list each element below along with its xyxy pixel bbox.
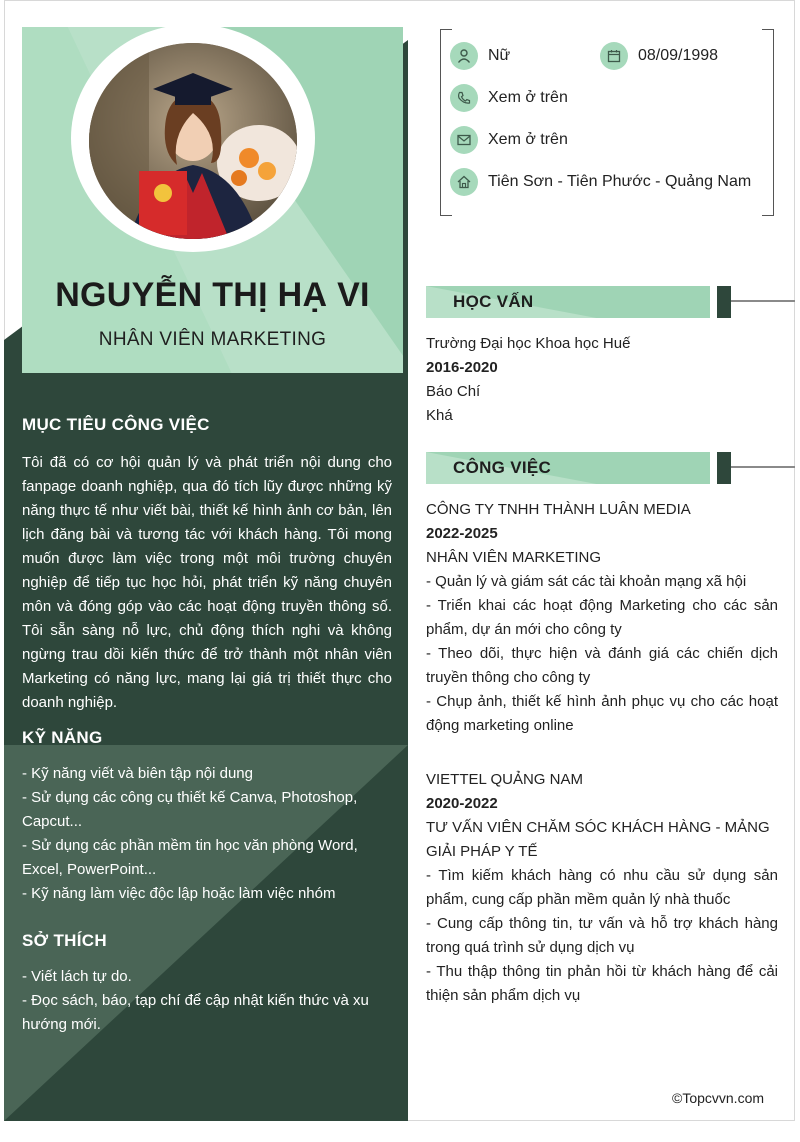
skills-title: KỸ NĂNG [22, 728, 103, 747]
work-title: CÔNG VIỆC [453, 458, 552, 477]
education-years: 2016-2020 [426, 359, 498, 376]
job-duty: - Thu thập thông tin phản hồi từ khách hàng để cải thiện sản phẩm dịch vụ [426, 963, 778, 1004]
phone-value: Xem ở trên [488, 89, 568, 106]
skill-item: - Kỹ năng làm việc độc lập hoặc làm việc nhóm [22, 885, 336, 902]
dob-value: 08/09/1998 [638, 47, 719, 64]
address-value: Tiên Sơn - Tiên Phước - Quảng Nam [488, 173, 752, 190]
job-duty: - Tìm kiếm khách hàng có nhu cầu sử dụng sản phẩm, cung cấp phần mềm quản lý nhà thuốc [426, 867, 778, 908]
education-details [426, 332, 778, 428]
skill-item: - Sử dụng các phần mềm tin học văn phòng Word, Excel, PowerPoint... [22, 837, 358, 878]
hobbies-title: SỞ THÍCH [22, 931, 107, 950]
job-years: 2022-2025 [426, 525, 498, 542]
home-icon [450, 168, 478, 196]
skill-item: - Sử dụng các công cụ thiết kế Canva, Photoshop, Capcut... [22, 789, 358, 830]
avatar [89, 43, 297, 239]
job-duty: - Theo dõi, thực hiện và đánh giá các chiến dịch truyền thông cho công ty [426, 645, 778, 686]
skill-item: - Kỹ năng viết và biên tập nội dung [22, 765, 253, 782]
email-value: Xem ở trên [488, 131, 568, 148]
education-grade: Khá [426, 407, 453, 424]
credit-text: ©Topcvvn.com [672, 1090, 765, 1106]
contact-dob [600, 42, 718, 70]
contact-phone [450, 84, 568, 112]
job-company: CÔNG TY TNHH THÀNH LUÂN MEDIA [426, 501, 691, 518]
job-company: VIETTEL QUẢNG NAM [426, 771, 583, 788]
work-header [426, 452, 710, 484]
education-major: Báo Chí [426, 383, 481, 400]
objective-section [22, 415, 392, 715]
contact-gender [450, 42, 510, 70]
mail-icon [450, 126, 478, 154]
job-duty: - Triển khai các hoạt động Marketing cho các sản phẩm, dự án mới cho công ty [426, 597, 778, 638]
job-entry [426, 768, 778, 1008]
contact-address [450, 168, 751, 196]
job-entry [426, 498, 778, 738]
hobbies-section [22, 931, 392, 1037]
calendar-icon [600, 42, 628, 70]
job-position: TƯ VẤN VIÊN CHĂM SÓC KHÁCH HÀNG - MẢNG GIẢI PHÁP Y TẾ [426, 819, 770, 860]
candidate-name: NGUYỄN THỊ HẠ VI [55, 276, 370, 314]
contact-email [450, 126, 568, 154]
contact-box [440, 29, 774, 216]
hobby-item: - Đọc sách, báo, tạp chí để cập nhật kiến thức và xu hướng mới. [22, 992, 369, 1033]
objective-text: Tôi đã có cơ hội quản lý và phát triển nội dung cho fanpage doanh nghiệp, qua đó tích lũy được những kỹ năng thực tế như viết bài, thiết kế hình ảnh cơ bản, lên lịch đăng bài và tương tác với khách hàng. Tôi mong muốn được làm việc trong một môi trường chuyên nghiệp để tiếp tục học hỏi, phát triển kỹ năng chuyên môn và đóng góp vào các hoạt động truyền thông số. Tôi sẵn sàng nỗ lực, chủ động thích nghi và không ngừng trau dồi kiến thức để trở thành một nhân viên Marketing có năng lực, mang lại giá trị thiết thực cho doanh nghiệp. [22, 454, 392, 711]
skills-section [22, 728, 392, 906]
education-title: HỌC VẤN [453, 292, 534, 311]
objective-title: MỤC TIÊU CÔNG VIỆC [22, 415, 210, 434]
job-position: NHÂN VIÊN MARKETING [426, 549, 602, 566]
person-icon [450, 42, 478, 70]
graduate-photo-icon [89, 43, 297, 239]
phone-icon [450, 84, 478, 112]
education-header [426, 286, 710, 318]
gender-value: Nữ [488, 47, 511, 64]
hobby-item: - Viết lách tự do. [22, 968, 132, 985]
job-duty: - Cung cấp thông tin, tư vấn và hỗ trợ khách hàng trong quá trình sử dụng dịch vụ [426, 915, 778, 956]
job-duty: - Chụp ảnh, thiết kế hình ảnh phục vụ cho các hoạt động marketing online [426, 693, 778, 734]
avatar-frame [71, 27, 317, 255]
candidate-role: NHÂN VIÊN MARKETING [98, 329, 327, 350]
job-years: 2020-2022 [426, 795, 498, 812]
job-duty: - Quản lý và giám sát các tài khoản mạng xã hội [426, 573, 747, 590]
education-school: Trường Đại học Khoa học Huế [426, 335, 631, 352]
